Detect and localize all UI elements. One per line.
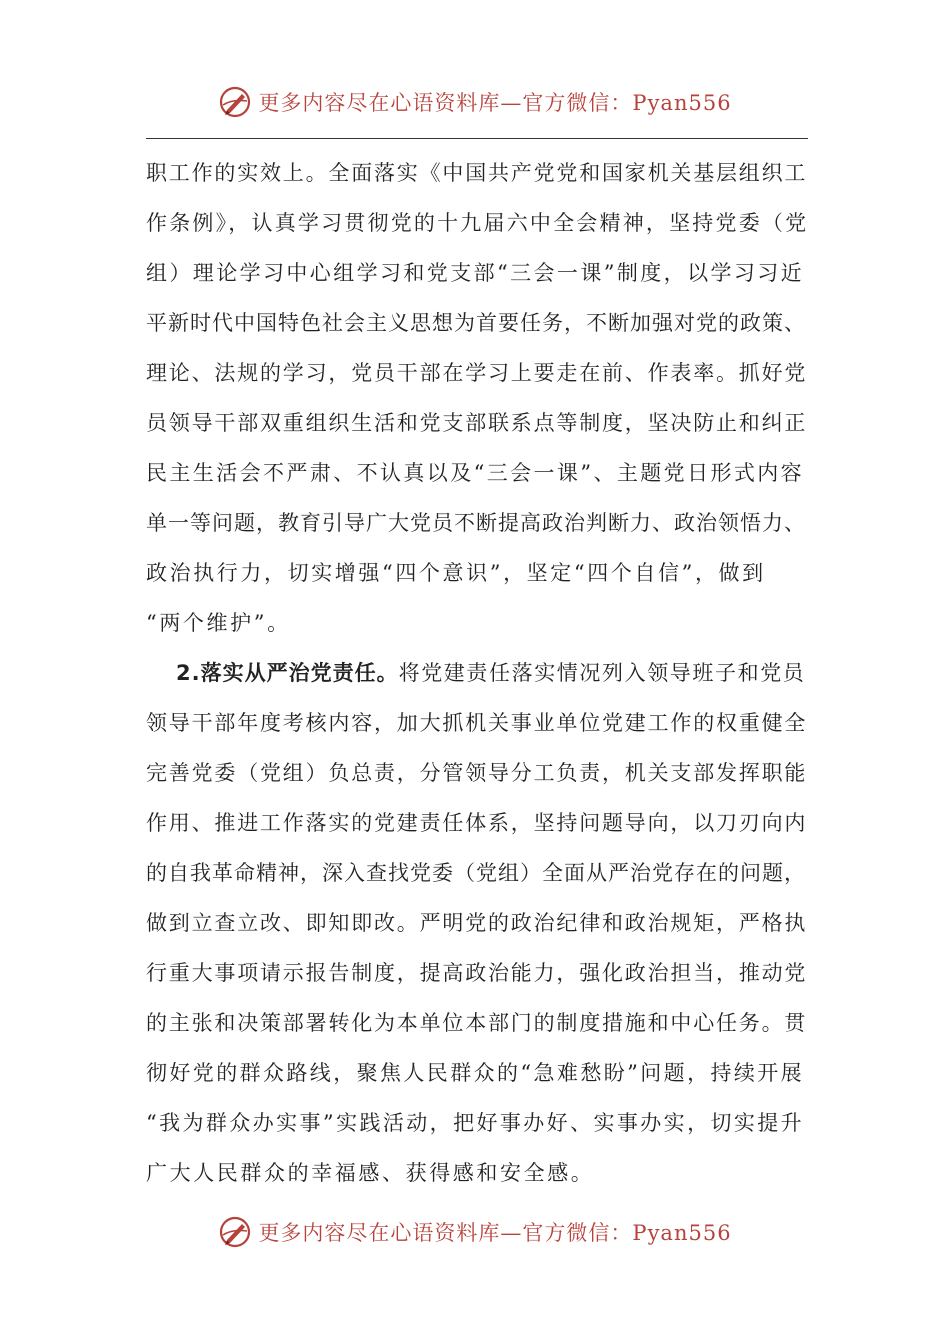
document-body (146, 148, 808, 1198)
text-line: 作条例》，认真学习贯彻党的十九届六中全会精神，坚持党委（党 (146, 211, 809, 235)
text-line: 单一等问题，教育引导广大党员不断提高政治判断力、政治领悟力、 (146, 511, 806, 535)
text-line: 组）理论学习中心组学习和党支部“三会一课”制度，以学习习近 (146, 261, 805, 285)
header-rule (146, 138, 808, 139)
text-line: 的主张和决策部署转化为本单位本部门的制度措施和中心任务。贯 (146, 1011, 808, 1035)
text-line: 领导干部年度考核内容，加大抓机关事业单位党建工作的权重健全 (146, 711, 808, 735)
text-line: 平新时代中国特色社会主义思想为首要任务，不断加强对党的政策、 (146, 311, 806, 335)
text-line: 行重大事项请示报告制度，提高政治能力，强化政治担当，推动党 (146, 961, 808, 985)
text-line: 职工作的实效上。全面落实《中国共产党党和国家机关基层组织工 (146, 161, 808, 185)
text-line: “我为群众办实事”实践活动，把好事办好、实事办实，切实提升 (146, 1111, 805, 1135)
header-watermark-text: 更多内容尽在心语资料库—官方微信：Pyan556 (258, 91, 732, 115)
text-line: 民主生活会不严肃、不认真以及“三会一课”、主题党日形式内容 (146, 461, 805, 485)
text-line: 广大人民群众的幸福感、获得感和安全感。 (146, 1161, 595, 1185)
footer-watermark-text: 更多内容尽在心语资料库—官方微信：Pyan556 (258, 1221, 732, 1245)
text-line: 的自我革命精神，深入查找党委（党组）全面从严治党存在的问题， (146, 861, 806, 885)
header-watermark (0, 82, 950, 122)
pen-logo-icon (218, 1215, 252, 1249)
pen-logo-icon (218, 85, 252, 119)
text-line: “两个维护”。 (146, 611, 291, 635)
text-line: 完善党委（党组）负总责，分管领导分工负责，机关支部发挥职能 (146, 761, 808, 785)
text-span: 将党建责任落实情况列入领导班子和党员 (398, 661, 806, 685)
text-line: 政治执行力，切实增强“四个意识”，坚定“四个自信”，做到 (146, 561, 766, 585)
text-line: 理论、法规的学习，党员干部在学习上要走在前、作表率。抓好党 (146, 361, 808, 385)
section-heading: 2.落实从严治党责任。 (176, 661, 399, 685)
text-line: 员领导干部双重组织生活和党支部联系点等制度，坚决防止和纠正 (146, 411, 808, 435)
text-line: 彻好党的群众路线，聚焦人民群众的“急难愁盼”问题，持续开展 (146, 1061, 805, 1085)
text-line: 做到立查立改、即知即改。严明党的政治纪律和政治规矩，严格执 (146, 911, 808, 935)
paragraph-heading-line (146, 648, 808, 698)
footer-watermark (0, 1212, 950, 1252)
text-line: 作用、推进工作落实的党建责任体系，坚持问题导向，以刀刃向内 (146, 811, 808, 835)
